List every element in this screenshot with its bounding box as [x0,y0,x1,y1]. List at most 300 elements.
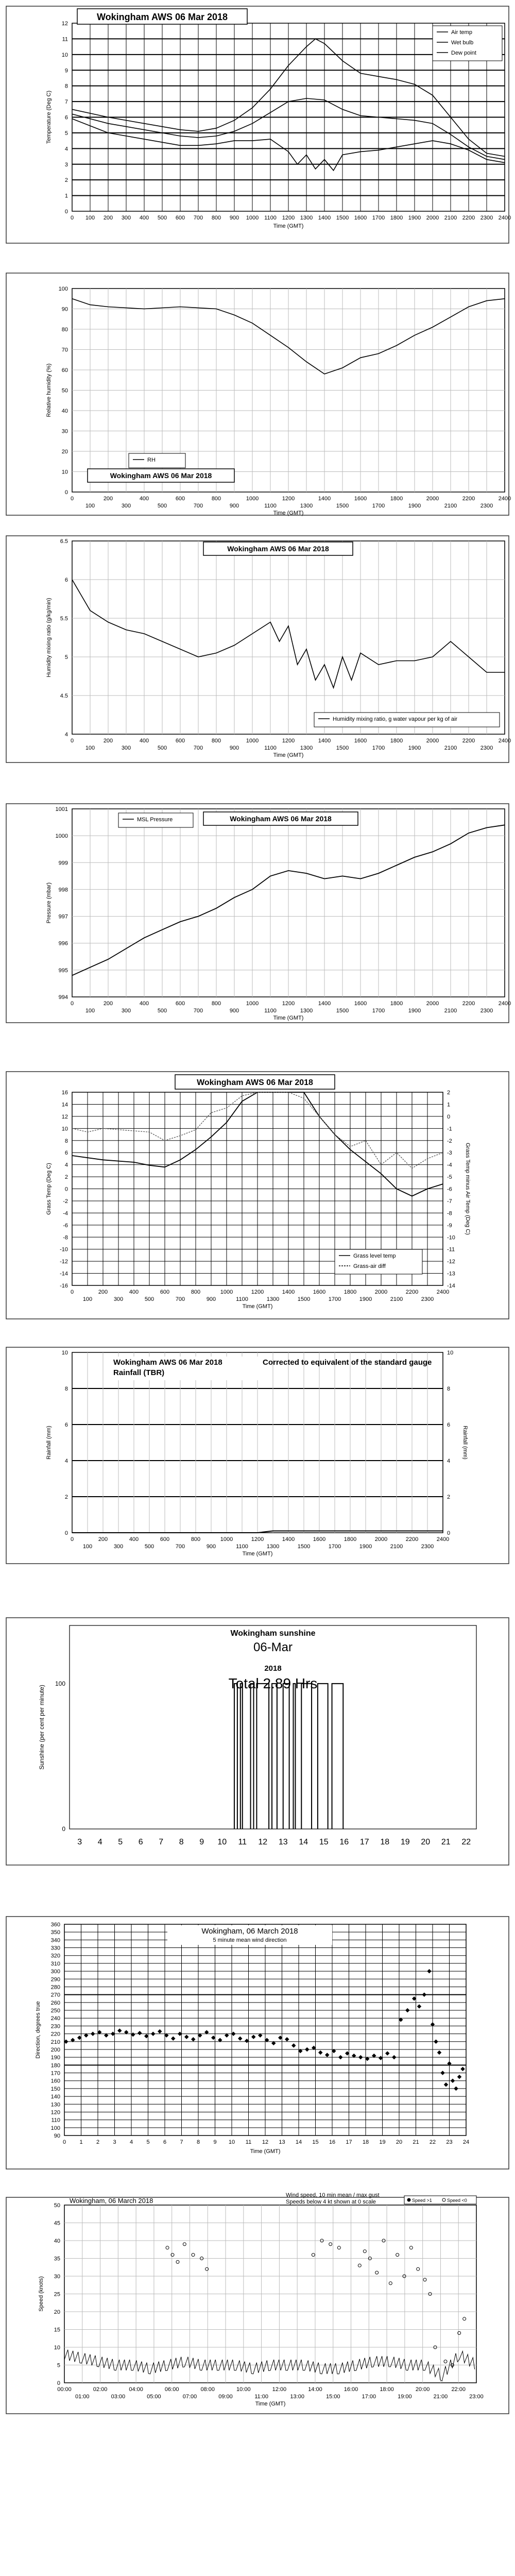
legend-label: Dew point [451,50,476,56]
x-tick-label: 10 [228,2139,235,2145]
x-tick-label: 2400 [436,1289,450,1295]
y-right-tick-label: -5 [447,1174,452,1181]
x-tick-label: 1400 [318,738,331,744]
y-right-tick-label: 2 [447,1494,451,1500]
x-tick-label: 1700 [372,745,385,751]
x-tick-label: 1800 [390,1001,403,1007]
x-tick-label: 16:00 [344,2386,358,2393]
legend-label: Grass-air diff [353,1263,386,1269]
x-tick-label: 900 [229,215,239,221]
y-tick-label: 0 [64,209,68,215]
x-tick-label: 1900 [359,1296,372,1302]
x-tick-label: 1800 [390,496,403,502]
y-tick-label: 12 [61,1113,68,1120]
chart-title: Wokingham, 06 March 2018 [70,2197,153,2205]
x-tick-label: 300 [121,1008,131,1014]
x-tick-label: 1000 [220,1289,233,1295]
x-tick-label: 0 [70,1289,74,1295]
x-tick-label: 2300 [480,1008,493,1014]
y-tick-label: 1001 [55,806,68,812]
x-tick-label: 1900 [359,1544,372,1550]
x-tick-label: 1700 [328,1296,341,1302]
x-tick-label: 500 [157,215,167,221]
x-tick-label: 10 [217,1838,227,1846]
x-tick-label: 07:00 [182,2394,197,2400]
y-tick-label: 350 [50,1929,60,1936]
y-right-tick-label: 10 [447,1350,454,1356]
chart-title: Wokingham sunshine [230,1629,316,1638]
y-tick-label: 90 [61,306,68,313]
y-tick-label: 80 [61,327,68,333]
x-tick-label: 2100 [390,1296,403,1302]
x-tick-label: 2200 [462,215,475,221]
x-tick-label: 8 [179,1838,184,1846]
x-tick-label: 4 [129,2139,133,2145]
legend-label: MSL Pressure [137,817,173,823]
y-axis-label: Sunshine (per cent per minute) [38,1685,45,1770]
x-tick-label: 900 [206,1296,216,1302]
x-tick-label: 800 [211,215,221,221]
x-tick-label: 1300 [300,1008,313,1014]
x-tick-label: 0 [70,496,74,502]
x-tick-label: 200 [98,1289,108,1295]
y-right-tick-label: -6 [447,1186,452,1193]
y-tick-label: 2 [64,1494,68,1500]
x-tick-label: 1700 [372,1008,385,1014]
y-right-tick-label: -10 [447,1234,455,1241]
x-tick-label: 5 [118,1838,123,1846]
x-tick-label: 1300 [300,215,313,221]
y-tick-label: 10 [61,52,68,58]
x-tick-label: 21 [441,1838,451,1846]
x-tick-label: 1600 [354,1001,367,1007]
y-tick-label: 0 [64,489,68,496]
x-tick-label: 1400 [318,215,331,221]
x-tick-label: 2200 [462,496,475,502]
y-right-tick-label: -4 [447,1162,452,1168]
x-tick-label: 2000 [426,1001,439,1007]
chart-title: Wokingham AWS 06 Mar 2018 [96,12,228,22]
x-tick-label: 2300 [421,1544,434,1550]
x-tick-label: 500 [144,1296,154,1302]
y-tick-label: 320 [50,1953,60,1959]
y-tick-label: 360 [50,1922,60,1928]
chart-title: Wokingham AWS 06 Mar 2018 [227,545,329,553]
y-tick-label: 8 [64,1386,68,1392]
y-tick-label: 10 [61,1350,68,1356]
x-tick-label: 300 [113,1544,124,1550]
x-tick-label: 9 [199,1838,204,1846]
x-tick-label: 2400 [498,215,511,221]
x-tick-label: 1900 [408,503,421,509]
x-tick-label: 16 [329,2139,336,2145]
x-tick-label: 2100 [444,215,457,221]
x-tick-label: 2200 [405,1536,419,1543]
x-axis-label: Time (GMT) [250,2148,281,2155]
x-tick-label: 1500 [297,1544,311,1550]
x-tick-label: 2000 [426,496,439,502]
x-tick-label: 06:00 [164,2386,179,2393]
x-tick-label: 900 [229,503,239,509]
y-axis-label: Direction, degrees true [35,2001,41,2059]
chart-note-2: Speeds below 4 kt shown at 0 scale [286,2199,376,2205]
x-tick-label: 1500 [336,215,349,221]
y-right-tick-label: -11 [447,1246,455,1253]
x-tick-label: 1200 [282,215,295,221]
y-tick-label: 90 [54,2133,60,2139]
x-tick-label: 1400 [282,1289,295,1295]
y-tick-label: 100 [58,286,68,292]
y-tick-label: 5.5 [60,616,68,622]
x-tick-label: 13:00 [290,2394,304,2400]
y-tick-label: 0 [64,1186,68,1193]
y-tick-label: 16 [61,1090,68,1096]
x-tick-label: 700 [193,1008,203,1014]
chart-date: 06-Mar [253,1640,293,1654]
y-tick-label: 250 [50,2008,60,2014]
x-tick-label: 6 [138,1838,143,1846]
x-tick-label: 1000 [246,1001,259,1007]
x-tick-label: 1 [79,2139,83,2145]
y-tick-label: 7 [64,99,68,106]
x-tick-label: 12:00 [272,2386,287,2393]
x-tick-label: 1800 [344,1536,357,1543]
x-tick-label: 1000 [220,1536,233,1543]
x-axis-label: Time (GMT) [273,752,304,758]
y-tick-label: 5 [64,130,68,137]
y-tick-label: 10 [61,469,68,476]
y-tick-label: 6 [64,1422,68,1428]
y-tick-label: 0 [57,2380,60,2386]
y-tick-label: 290 [50,1976,60,1983]
y-tick-label: 45 [54,2220,60,2227]
x-tick-label: 100 [85,215,95,221]
x-tick-label: 1400 [318,496,331,502]
x-tick-label: 400 [139,215,149,221]
y-tick-label: 130 [50,2102,60,2108]
x-tick-label: 300 [121,745,131,751]
chart-card [6,273,509,515]
y-tick-label: 35 [54,2256,60,2262]
y-right-tick-label: 6 [447,1422,451,1428]
legend-label: Wet bulb [451,40,474,46]
x-tick-label: 1300 [300,503,313,509]
y-tick-label: -14 [60,1270,68,1277]
x-tick-label: 23 [446,2139,453,2145]
x-tick-label: 2200 [405,1289,419,1295]
x-axis-label: Time (GMT) [255,2401,286,2407]
x-tick-label: 19 [400,1838,410,1846]
x-tick-label: 1100 [264,503,277,509]
x-tick-label: 12 [258,1838,268,1846]
x-tick-label: 3 [113,2139,116,2145]
y-tick-label: 210 [50,2039,60,2045]
y-tick-label: 120 [50,2109,60,2116]
x-tick-label: 23:00 [469,2394,484,2400]
y-tick-label: 1 [64,193,68,199]
y-tick-label: -8 [63,1234,68,1241]
x-tick-label: 02:00 [93,2386,108,2393]
x-axis-label: Time (GMT) [273,223,304,229]
chart-year: 2018 [264,1664,282,1673]
x-tick-label: 2300 [480,215,493,221]
y-tick-label: 6 [64,1150,68,1157]
chart-title: Wokingham AWS 06 Mar 2018 [197,1078,313,1087]
x-tick-label: 1200 [251,1536,264,1543]
y-tick-label: 15 [54,2327,60,2333]
x-tick-label: 08:00 [200,2386,215,2393]
y-tick-label: 1000 [55,833,68,840]
x-tick-label: 700 [193,503,203,509]
x-tick-label: 1600 [313,1289,326,1295]
x-tick-label: 1200 [282,496,295,502]
x-tick-label: 2 [96,2139,100,2145]
x-tick-label: 800 [211,496,221,502]
y-tick-label: 8 [64,83,68,90]
legend-label: Air temp [451,29,472,36]
x-tick-label: 1400 [318,1001,331,1007]
x-axis-label: Time (GMT) [242,1303,273,1310]
x-tick-label: 7 [159,1838,164,1846]
x-tick-label: 1200 [282,1001,295,1007]
x-tick-label: 1100 [264,215,277,221]
x-tick-label: 1700 [372,215,385,221]
chart-title: Wokingham AWS 06 Mar 2018 [110,471,212,480]
y-tick-label: 10 [54,2345,60,2351]
x-tick-label: 600 [175,1001,185,1007]
y-axis-label: Pressure (mbar) [46,882,52,924]
x-tick-label: 18:00 [380,2386,394,2393]
x-tick-label: 00:00 [57,2386,72,2393]
x-tick-label: 14 [295,2139,302,2145]
chart-title: Wokingham, 06 March 2018 [201,1927,298,1936]
y-tick-label: 4 [64,732,68,738]
y-tick-label: 100 [55,1680,65,1687]
y-tick-label: 20 [54,2309,60,2315]
chart-note: Wind speed, 10 min mean / max gust [286,2192,380,2198]
x-tick-label: 0 [62,2139,66,2145]
y-tick-label: 9 [64,67,68,74]
x-tick-label: 1600 [354,496,367,502]
x-tick-label: 2300 [480,745,493,751]
legend-label: Speed <0 [447,2198,467,2203]
y-tick-label: 20 [61,449,68,455]
chart-card [6,804,509,1023]
chart-subtitle: Rainfall (TBR) [113,1368,165,1377]
x-tick-label: 21 [413,2139,419,2145]
x-tick-label: 2300 [480,503,493,509]
x-tick-label: 18 [380,1838,390,1846]
x-tick-label: 14:00 [308,2386,322,2393]
x-tick-label: 2000 [426,738,439,744]
x-tick-label: 19:00 [398,2394,412,2400]
x-tick-label: 7 [180,2139,183,2145]
x-tick-label: 6 [163,2139,167,2145]
chart-card [6,536,509,762]
x-tick-label: 1300 [266,1544,280,1550]
y-tick-label: 10 [61,1126,68,1132]
y-tick-label: 5 [57,2362,60,2369]
y-tick-label: 260 [50,1999,60,2006]
x-tick-label: 14 [299,1838,308,1846]
y-tick-label: 60 [61,367,68,374]
y-tick-label: 230 [50,2023,60,2030]
x-tick-label: 300 [121,215,131,221]
y-axis-label: Humidity mixing ratio (g/kg/min) [46,598,52,677]
x-tick-label: 1800 [344,1289,357,1295]
x-tick-label: 400 [139,738,149,744]
y-tick-label: 30 [54,2274,60,2280]
x-tick-label: 01:00 [75,2394,90,2400]
x-tick-label: 200 [103,496,113,502]
y-tick-label: 30 [61,428,68,435]
y-right-tick-label: -2 [447,1138,452,1144]
y-right-axis-label: Rainfall (mm) [462,1426,468,1460]
y-tick-label: 50 [61,387,68,394]
x-tick-label: 700 [193,215,203,221]
y-right-tick-label: 4 [447,1458,451,1464]
y-tick-label: 40 [54,2238,60,2244]
legend [129,453,185,468]
y-tick-label: 8 [64,1138,68,1144]
sunshine-total: Total 2.89 Hrs [228,1675,318,1691]
legend-label: Grass level temp [353,1253,396,1259]
legend-label: RH [147,457,156,463]
x-tick-label: 300 [113,1296,124,1302]
x-tick-label: 03:00 [111,2394,126,2400]
y-tick-label: 5 [64,654,68,660]
x-tick-label: 2200 [462,1001,475,1007]
x-tick-label: 2400 [498,738,511,744]
y-right-tick-label: 0 [447,1530,451,1536]
x-tick-label: 800 [191,1289,201,1295]
y-tick-label: 4 [64,1162,68,1168]
y-tick-label: 996 [58,940,68,947]
y-tick-label: 14 [61,1101,68,1108]
y-right-tick-label: -9 [447,1222,452,1229]
x-tick-label: 22 [429,2139,436,2145]
x-axis-label: Time (GMT) [242,1551,273,1557]
y-axis-label: Temperature (Deg C) [46,90,52,144]
y-tick-label: -12 [60,1259,68,1265]
y-tick-label: 220 [50,2031,60,2038]
y-tick-label: 6 [64,114,68,121]
y-tick-label: -16 [60,1283,68,1289]
x-tick-label: 1700 [328,1544,341,1550]
x-tick-label: 11:00 [254,2394,268,2400]
x-tick-label: 2300 [421,1296,434,1302]
y-tick-label: -2 [63,1198,68,1205]
x-tick-label: 2400 [498,496,511,502]
y-tick-label: 310 [50,1960,60,1967]
y-tick-label: 190 [50,2055,60,2061]
x-tick-label: 05:00 [147,2394,161,2400]
x-tick-label: 2000 [374,1536,388,1543]
x-tick-label: 18 [362,2139,369,2145]
x-tick-label: 09:00 [218,2394,233,2400]
x-tick-label: 2100 [444,1008,457,1014]
x-tick-label: 10:00 [236,2386,251,2393]
x-tick-label: 17:00 [362,2394,376,2400]
y-tick-label: -6 [63,1222,68,1229]
chart-subtitle: 5 minute mean wind direction [213,1937,287,1943]
x-tick-label: 21:00 [433,2394,448,2400]
y-right-tick-label: -1 [447,1126,452,1132]
x-tick-label: 1100 [236,1296,248,1302]
x-tick-label: 2400 [498,1001,511,1007]
x-tick-label: 1600 [354,738,367,744]
x-tick-label: 16 [339,1838,349,1846]
y-right-tick-label: 8 [447,1386,451,1392]
y-tick-label: 150 [50,2086,60,2092]
x-axis-label: Time (GMT) [273,1015,304,1021]
y-right-tick-label: -12 [447,1259,455,1265]
x-tick-label: 20:00 [415,2386,430,2393]
x-tick-label: 1800 [390,215,403,221]
x-tick-label: 1000 [246,738,259,744]
x-tick-label: 11 [238,1838,247,1846]
x-tick-label: 900 [229,745,239,751]
x-tick-label: 900 [229,1008,239,1014]
x-tick-label: 1000 [246,496,259,502]
y-tick-label: 12 [61,21,68,27]
y-tick-label: 998 [58,887,68,893]
y-right-tick-label: 0 [447,1113,451,1120]
y-right-tick-label: -14 [447,1283,455,1289]
y-axis-label: Grass Temp (Deg C) [46,1163,52,1215]
y-axis-label: Speed (knots) [38,2276,44,2312]
x-tick-label: 11 [245,2139,252,2145]
x-tick-label: 700 [175,1296,185,1302]
x-tick-label: 2100 [444,503,457,509]
x-tick-label: 15 [319,1838,329,1846]
x-tick-label: 1300 [300,745,313,751]
y-tick-label: 280 [50,1984,60,1991]
x-tick-label: 4 [97,1838,102,1846]
y-tick-label: 997 [58,913,68,920]
y-tick-label: 270 [50,1992,60,1998]
x-tick-label: 400 [139,496,149,502]
x-tick-label: 13 [279,2139,285,2145]
x-tick-label: 15 [312,2139,319,2145]
x-tick-label: 3 [77,1838,82,1846]
x-tick-label: 200 [103,738,113,744]
x-tick-label: 100 [85,745,95,751]
x-tick-label: 1100 [236,1544,248,1550]
y-right-axis-label: Grass Temp minus Air Temp (Deg C) [465,1143,471,1235]
x-tick-label: 5 [146,2139,150,2145]
legend-label: Speed >1 [412,2198,432,2203]
x-tick-label: 17 [359,1838,369,1846]
x-tick-label: 100 [85,1008,95,1014]
y-tick-label: 2 [64,177,68,184]
x-tick-label: 2100 [444,745,457,751]
y-tick-label: 995 [58,967,68,974]
y-tick-label: 4 [64,1458,68,1464]
x-tick-label: 1900 [408,215,421,221]
x-tick-label: 1500 [336,503,349,509]
y-tick-label: 994 [58,994,68,1001]
x-tick-label: 1900 [408,1008,421,1014]
y-right-tick-label: -3 [447,1150,452,1157]
y-tick-label: 6.5 [60,538,68,545]
x-tick-label: 1500 [336,1008,349,1014]
x-tick-label: 1100 [264,1008,277,1014]
x-tick-label: 800 [191,1536,201,1543]
y-tick-label: 0 [62,1825,65,1833]
y-tick-label: 4.5 [60,693,68,699]
x-tick-label: 700 [193,745,203,751]
